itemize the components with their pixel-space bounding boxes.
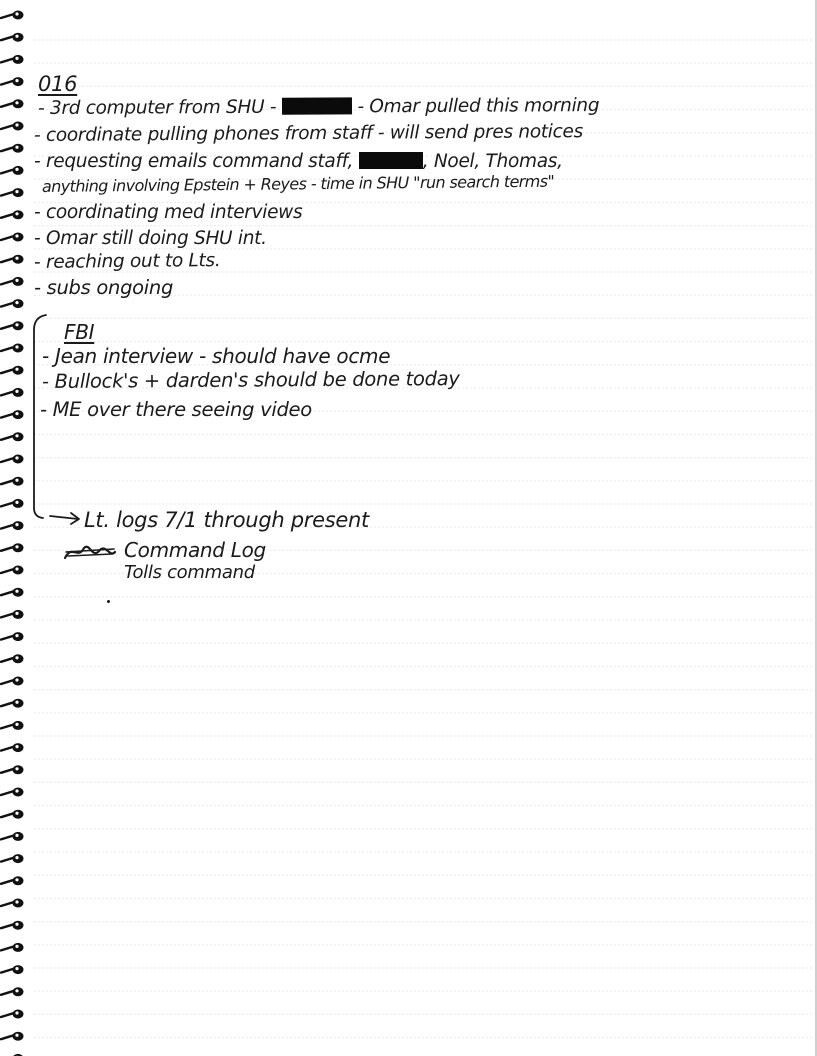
spiral-ring bbox=[1, 743, 24, 752]
spiral-ring bbox=[1, 677, 24, 686]
spiral-ring bbox=[1, 632, 24, 641]
line-text: - coordinating med interviews bbox=[34, 202, 303, 223]
spiral-ring bbox=[1, 188, 24, 197]
spiral-ring bbox=[1, 210, 24, 219]
line-text: - subs ongoing bbox=[34, 276, 174, 299]
spiral-ring bbox=[1, 965, 24, 974]
spiral-ring bbox=[1, 11, 24, 20]
spiral-ring bbox=[1, 943, 24, 952]
spiral-ring bbox=[1, 144, 24, 153]
spiral-binding bbox=[0, 0, 30, 1056]
spiral-ring bbox=[1, 876, 24, 885]
spiral-ring bbox=[1, 166, 24, 175]
spiral-ring bbox=[1, 1010, 24, 1019]
spiral-ring bbox=[1, 699, 24, 708]
spiral-ring bbox=[1, 654, 24, 663]
spiral-ring bbox=[1, 55, 24, 64]
spiral-ring bbox=[1, 765, 24, 774]
spiral-ring bbox=[1, 788, 24, 797]
spiral-ring bbox=[1, 610, 24, 619]
redacted-block bbox=[359, 152, 423, 169]
sub-line-command-log: Command Log bbox=[124, 538, 266, 562]
heading-016: 016 bbox=[38, 72, 78, 96]
heading-fbi: FBI bbox=[64, 320, 95, 344]
spiral-ring bbox=[1, 499, 24, 508]
list-item bbox=[34, 276, 173, 299]
list-item bbox=[40, 398, 312, 421]
line-text: - 3rd computer from SHU - bbox=[37, 96, 282, 119]
spiral-ring bbox=[1, 810, 24, 819]
spiral-ring bbox=[1, 255, 24, 264]
spiral-ring bbox=[1, 233, 24, 242]
arrow-icon bbox=[48, 510, 82, 526]
spiral-ring bbox=[1, 321, 24, 330]
line-text: - Omar pulled this morning bbox=[351, 95, 600, 118]
sub-line-tolls-command: Tolls command bbox=[124, 562, 255, 583]
line-text: anything involving Epstein + Reyes - time in SHU "run search terms" bbox=[41, 171, 555, 196]
line-text: - requesting emails command staff, bbox=[34, 151, 359, 172]
pen-dot bbox=[107, 600, 110, 603]
spiral-ring bbox=[1, 921, 24, 930]
spiral-ring bbox=[1, 77, 24, 86]
spiral-ring bbox=[1, 366, 24, 375]
spiral-ring bbox=[1, 521, 24, 530]
list-item bbox=[34, 202, 302, 223]
spiral-ring bbox=[1, 477, 24, 486]
list-item bbox=[42, 367, 460, 393]
spiral-ring bbox=[1, 455, 24, 464]
list-item bbox=[34, 228, 267, 249]
spiral-ring bbox=[1, 588, 24, 597]
spiral-ring bbox=[1, 899, 24, 908]
spiral-ring bbox=[1, 854, 24, 863]
spiral-ring bbox=[1, 543, 24, 552]
arrow-line: Lt. logs 7/1 through present bbox=[84, 508, 369, 532]
list-item bbox=[42, 344, 390, 368]
spiral-ring bbox=[1, 987, 24, 996]
spiral-ring bbox=[1, 99, 24, 108]
list-item bbox=[34, 121, 583, 146]
spiral-ring bbox=[1, 721, 24, 730]
line-text: - reaching out to Lts. bbox=[33, 250, 221, 273]
line-text: - ME over there seeing video bbox=[40, 398, 312, 421]
spiral-ring bbox=[1, 33, 24, 42]
line-text: , Noel, Thomas, bbox=[422, 151, 563, 172]
spiral-ring bbox=[1, 432, 24, 441]
line-text: - Jean interview - should have ocme bbox=[42, 344, 391, 368]
redacted-block bbox=[282, 97, 352, 114]
scribbled-word bbox=[62, 540, 118, 564]
list-item bbox=[34, 151, 563, 172]
spiral-ring bbox=[1, 277, 24, 286]
line-text: - Omar still doing SHU int. bbox=[34, 228, 267, 249]
spiral-ring bbox=[1, 832, 24, 841]
spiral-ring bbox=[1, 388, 24, 397]
spiral-ring bbox=[1, 566, 24, 575]
spiral-ring bbox=[1, 344, 24, 353]
line-text: - coordinate pulling phones from staff - will send pres notices bbox=[33, 121, 583, 146]
list-item bbox=[38, 95, 599, 119]
spiral-ring bbox=[1, 410, 24, 419]
list-item bbox=[34, 250, 221, 273]
spiral-ring bbox=[1, 1032, 24, 1041]
spiral-ring bbox=[1, 122, 24, 131]
spiral-ring bbox=[1, 299, 24, 308]
line-text: - Bullock's + darden's should be done today bbox=[41, 367, 460, 393]
